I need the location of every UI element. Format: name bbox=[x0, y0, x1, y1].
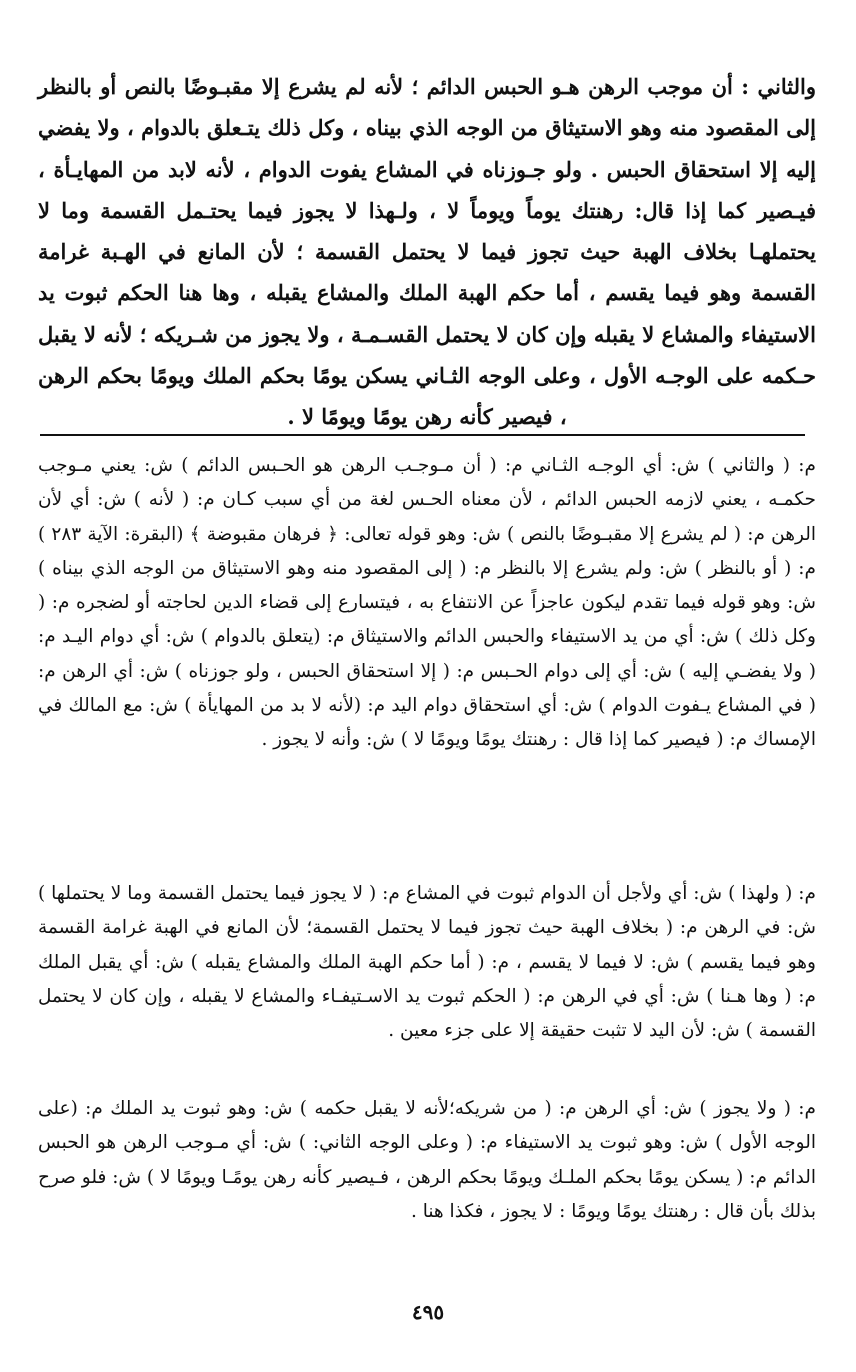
footnote-divider bbox=[40, 434, 805, 436]
commentary-paragraph-3: م: ( ولا يجوز ) ش: أي الرهن م: ( من شريكه؛لأنه لا يقبل حكمه ) ش: وهو ثبوت يد الملك م: (على الوجه الأول ) ش: وهو ثبوت يد الاستيفاء م: ( وعلى الوجه الثاني: ) ش: أي مـوجب الرهن هو الحبس الدائم م: ( يسكن يومًا بحكم الملـك ويومًا بحكم الرهن ، فـيصير كأنه رهن يومًـا ويومًا لا ) ش: فلو صرح بذلك بأن قال : رهنتك يومًا ويومًا : لا يجوز ، فكذا هنا . bbox=[38, 1098, 816, 1222]
commentary-paragraph-2: م: ( ولهذا ) ش: أي ولأجل أن الدوام ثبوت في المشاع م: ( لا يجوز فيما يحتمل القسمة وما لا يحتملها ) ش: في الرهن م: ( بخلاف الهبة حيث تجوز فيما لا يحتمل القسمة؛ لأن المانع في الهبة غرامة القسمة وهو فيما يقسم ) ش: لا فيما لا يقسم ، م: ( أما حكم الهبة الملك والمشاع يقبله ) ش: أي يقبل الملك م: ( وها هـنا ) ش: أي في الرهن م: ( الحكم ثبوت يد الاسـتيفـاء والمشاع لا يقبله ، وإن كان لا يحتمل القسمة ) ش: لأن اليد لا تثبت حقيقة إلا على جزء معين . bbox=[38, 883, 816, 1042]
commentary-block bbox=[38, 449, 816, 1222]
page-number: ٤٩٥ bbox=[411, 1300, 445, 1324]
commentary-paragraph-1: م: ( والثاني ) ش: أي الوجـه الثـاني م: ( أن مـوجـب الرهن هو الحـبس الدائم ) ش: يعني مـوجب حكمـه ، يعني لازمه الحبس الدائم ، لأن معناه الحـس لغة من أي سبب كـان م: ( لأنه ) ش: أي لأن الرهن م: ( لم يشرع إلا مقبـوضًا بالنص ) ش: وهو قوله تعالى: ﴿ فرهان مقبوضة ﴾ (البقرة: الآية ٢٨٣ ) م: ( أو بالنظر ) ش: ولم يشرع إلا بالنظر م: ( إلى المقصود منه وهو الاستيثاق من الوجه الذي بيناه ) ش: وهو قوله فيما تقدم ليكون عاجزاً عن الانتفاع به ، فيتسارع إلى قضاء الدين لحاجته أو لضجره م: ( وكل ذلك ) ش: أي من يد الاستيفاء والحبس الدائم والاستيثاق م: (يتعلق بالدوام ) ش: أي دوام اليـد م: ( ولا يفضـي إليه ) ش: أي إلى دوام الحـبس م: ( إلا استحقاق الحبس ، ولو جوزناه ) ش: أي الرهن م: ( في المشاع يـفوت الدوام ) ش: أي استحقاق دوام اليد م: (لأنه لا بد من المهايأة ) ش: مع المالك في الإمساك م: ( فيصير كما إذا قال : رهنتك يومًا ويومًا لا ) ش: وأنه لا يجوز . bbox=[38, 455, 816, 751]
main-text-block bbox=[38, 66, 816, 438]
main-text-paragraph: والثاني : أن موجب الرهن هـو الحبس الدائم ؛ لأنه لم يشرع إلا مقبـوضًا بالنص أو بالنظر إلى المقصود منه وهو الاستيثاق من الوجه الذي بيناه ، وكل ذلك يتـعلق بالدوام ، ولا يفضي إليه إلا استحقاق الحبس . ولو جـوزناه في المشاع يفوت الدوام ، لأنه لابد من المهايـأة ، فيـصير كما إذا قال: رهنتك يوماً ويوماً لا ، ولـهذا لا يجوز فيما يحتـمل القسمة وما لا يحتملهـا بخلاف الهبة حيث تجوز فيما لا يحتمل القسمة ؛ لأن المانع في الهـبة غرامة القسمة وهو فيما يقسم ، أما حكم الهبة الملك والمشاع يقبله ، وها هنا الحكم ثبوت يد الاستيفاء والمشاع لا يقبله وإن كان لا يحتمل القسـمـة ، ولا يجوز من شـريكه ؛ لأنه لا يقبل حـكمه على الوجـه الأول ، وعلى الوجه الثـاني يسكن يومًا بحكم الملك ويومًا بحكم الرهن ، فيصير كأنه رهن يومًا ويومًا لا . bbox=[38, 74, 816, 430]
